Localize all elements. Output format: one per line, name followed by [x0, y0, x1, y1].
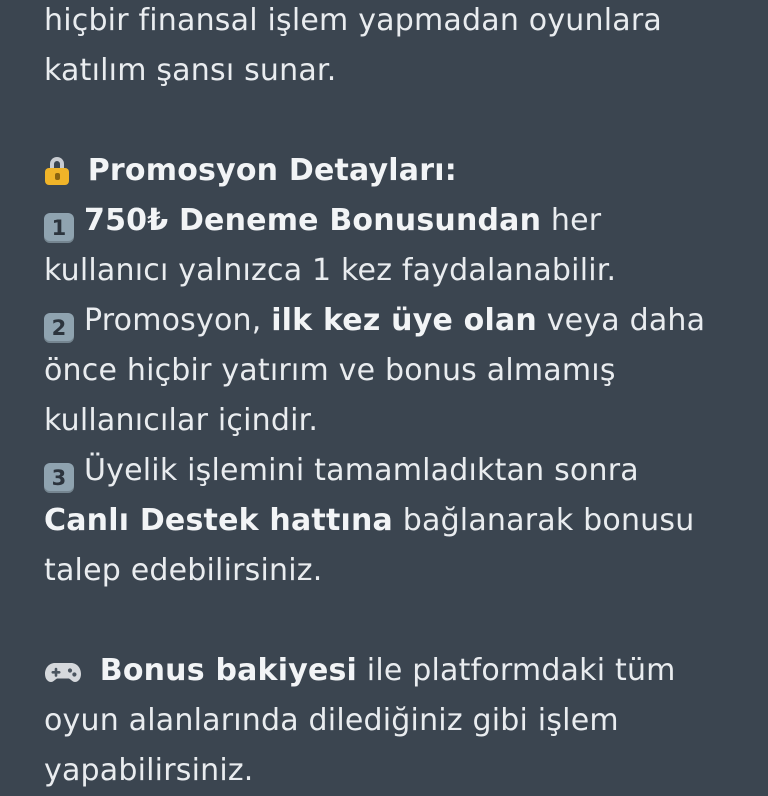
detail-item-1	[44, 196, 724, 296]
item-1-rest: her kullanıcı yalnızca 1 kez faydalanabilir.	[44, 203, 617, 288]
detail-item-3	[44, 446, 724, 596]
lock-icon	[44, 156, 70, 186]
gamepad-icon	[44, 659, 82, 685]
intro-line-1: hiçbir finansal işlem yapmadan oyunlara	[44, 3, 662, 38]
item-3-bold-mid: Canlı Destek hattına	[44, 503, 393, 538]
keycap-3-icon: 3	[44, 463, 74, 493]
item-2-pre: Promosyon,	[84, 303, 272, 338]
details-heading-label: Promosyon Detayları:	[87, 153, 457, 188]
details-heading-row	[44, 146, 724, 196]
paragraph-spacer-1	[44, 96, 724, 146]
closing-bold-lead: Bonus bakiyesi	[99, 653, 358, 688]
item-3-pre: Üyelik işlemini tamamladıktan sonra	[84, 453, 639, 488]
item-2-bold-mid: ilk kez üye olan	[271, 303, 537, 338]
item-3-rest: bağlanarak bonusu talep edebilirsiniz.	[44, 503, 695, 588]
closing-paragraph	[44, 646, 724, 796]
keycap-1-icon: 1	[44, 213, 74, 243]
intro-line-2: katılım şansı sunar.	[44, 53, 337, 88]
intro-paragraph	[44, 0, 724, 96]
keycap-2-icon: 2	[44, 313, 74, 343]
closing-rest: ile platformdaki tüm oyun alanlarında dilediğiniz gibi işlem yapabilirsiniz.	[44, 653, 676, 788]
item-1-bold-lead: 750₺ Deneme Bonusundan	[84, 203, 542, 238]
detail-item-2	[44, 296, 724, 446]
paragraph-spacer-2	[44, 596, 724, 646]
item-2-rest: veya daha önce hiçbir yatırım ve bonus almamış kullanıcılar içindir.	[44, 303, 706, 438]
